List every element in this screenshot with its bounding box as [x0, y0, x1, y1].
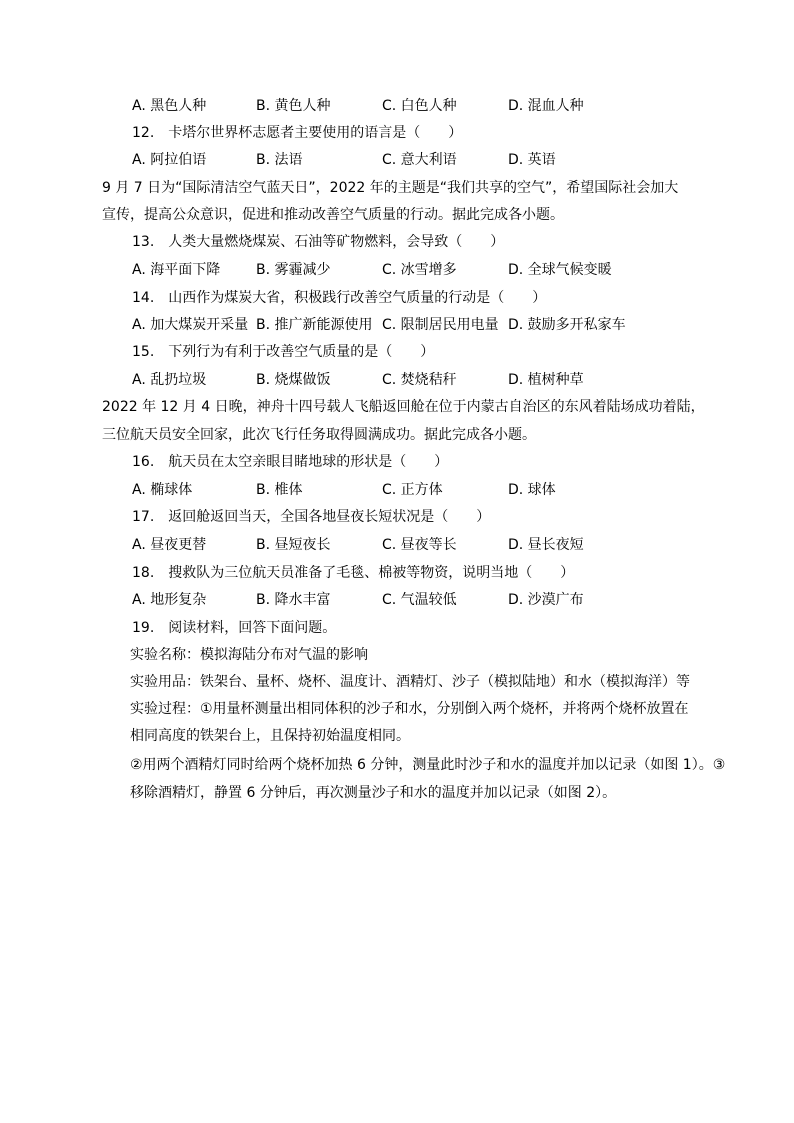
experiment-process-4: 移除酒精灯，静置 6 分钟后，再次测量沙子和水的温度并加以记录（如图 2）。: [130, 785, 617, 801]
experiment-process-2: 相同高度的铁架台上，且保持初始温度相同。: [130, 728, 410, 744]
question-17: 17. 返回舱返回当天，全国各地昼夜长短状况是（ ）: [132, 509, 491, 525]
q17-options: [132, 535, 732, 555]
q17-option-c[interactable]: C. 昼夜等长: [382, 537, 457, 553]
q12-option-c[interactable]: C. 意大利语: [382, 152, 457, 168]
passage-2-line-2: 三位航天员安全回家，此次飞行任务取得圆满成功。据此完成各小题。: [102, 427, 536, 443]
passage-1-line-1: 9 月 7 日为“国际清洁空气蓝天日”，2022 年的主题是“我们共享的空气”，希望国际社会加大: [102, 180, 679, 196]
q17-option-b[interactable]: B. 昼短夜长: [256, 537, 331, 553]
q16-option-a[interactable]: A. 椭球体: [132, 482, 193, 498]
q14-option-c[interactable]: C. 限制居民用电量: [382, 317, 499, 333]
q11-option-b[interactable]: B. 黄色人种: [256, 98, 331, 114]
q15-options: [132, 370, 732, 390]
q12-options: [132, 150, 732, 170]
q17-option-a[interactable]: A. 昼夜更替: [132, 537, 207, 553]
q14-option-a[interactable]: A. 加大煤炭开采量: [132, 317, 249, 333]
q13-option-b[interactable]: B. 雾霾减少: [256, 262, 331, 278]
experiment-process-3: ②用两个酒精灯同时给两个烧杯加热 6 分钟，测量此时沙子和水的温度并加以记录（如图 1）。③: [130, 757, 726, 773]
q18-option-c[interactable]: C. 气温较低: [382, 592, 457, 608]
question-12: 12. 卡塔尔世界杯志愿者主要使用的语言是（ ）: [132, 125, 463, 141]
experiment-name: 实验名称：模拟海陆分布对气温的影响: [130, 647, 368, 663]
q15-option-b[interactable]: B. 烧煤做饭: [256, 372, 331, 388]
q13-option-a[interactable]: A. 海平面下降: [132, 262, 221, 278]
question-18: 18. 搜救队为三位航天员准备了毛毯、棉被等物资，说明当地（ ）: [132, 565, 575, 581]
q15-option-a[interactable]: A. 乱扔垃圾: [132, 372, 207, 388]
q16-option-b[interactable]: B. 椎体: [256, 482, 303, 498]
question-14: 14. 山西作为煤炭大省，积极践行改善空气质量的行动是（ ）: [132, 290, 547, 306]
q12-option-b[interactable]: B. 法语: [256, 152, 303, 168]
experiment-materials: 实验用品：铁架台、量杯、烧杯、温度计、酒精灯、沙子（模拟陆地）和水（模拟海洋）等: [130, 674, 690, 690]
q18-options: [132, 590, 732, 610]
passage-2-line-1: 2022 年 12 月 4 日晚，神舟十四号载人飞船返回舱在位于内蒙古自治区的东风着陆场成功着陆，: [102, 399, 705, 415]
q11-options: [132, 96, 732, 116]
q15-option-c[interactable]: C. 焚烧秸秆: [382, 372, 457, 388]
question-13: 13. 人类大量燃烧煤炭、石油等矿物燃料，会导致（ ）: [132, 234, 505, 250]
q14-options: [132, 315, 732, 335]
experiment-process-1: 实验过程：①用量杯测量出相同体积的沙子和水，分别倒入两个烧杯，并将两个烧杯放置在: [130, 701, 689, 717]
q12-option-a[interactable]: A. 阿拉伯语: [132, 152, 207, 168]
q16-options: [132, 480, 732, 500]
q17-option-d[interactable]: D. 昼长夜短: [508, 537, 584, 553]
q11-option-c[interactable]: C. 白色人种: [382, 98, 457, 114]
q18-option-a[interactable]: A. 地形复杂: [132, 592, 207, 608]
question-15: 15. 下列行为有利于改善空气质量的是（ ）: [132, 344, 435, 360]
q12-option-d[interactable]: D. 英语: [508, 152, 556, 168]
q16-option-c[interactable]: C. 正方体: [382, 482, 443, 498]
question-16: 16. 航天员在太空亲眼目睹地球的形状是（ ）: [132, 454, 449, 470]
q13-option-d[interactable]: D. 全球气候变暖: [508, 262, 612, 278]
q11-option-d[interactable]: D. 混血人种: [508, 98, 584, 114]
q13-options: [132, 260, 732, 280]
q18-option-d[interactable]: D. 沙漠广布: [508, 592, 584, 608]
q11-option-a[interactable]: A. 黑色人种: [132, 98, 207, 114]
passage-1-line-2: 宣传，提高公众意识，促进和推动改善空气质量的行动。据此完成各小题。: [102, 207, 564, 223]
q18-option-b[interactable]: B. 降水丰富: [256, 592, 331, 608]
q14-option-b[interactable]: B. 推广新能源使用: [256, 317, 373, 333]
question-19: 19. 阅读材料，回答下面问题。: [132, 620, 337, 636]
q16-option-d[interactable]: D. 球体: [508, 482, 556, 498]
q13-option-c[interactable]: C. 冰雪增多: [382, 262, 457, 278]
q15-option-d[interactable]: D. 植树种草: [508, 372, 584, 388]
q14-option-d[interactable]: D. 鼓励多开私家车: [508, 317, 626, 333]
